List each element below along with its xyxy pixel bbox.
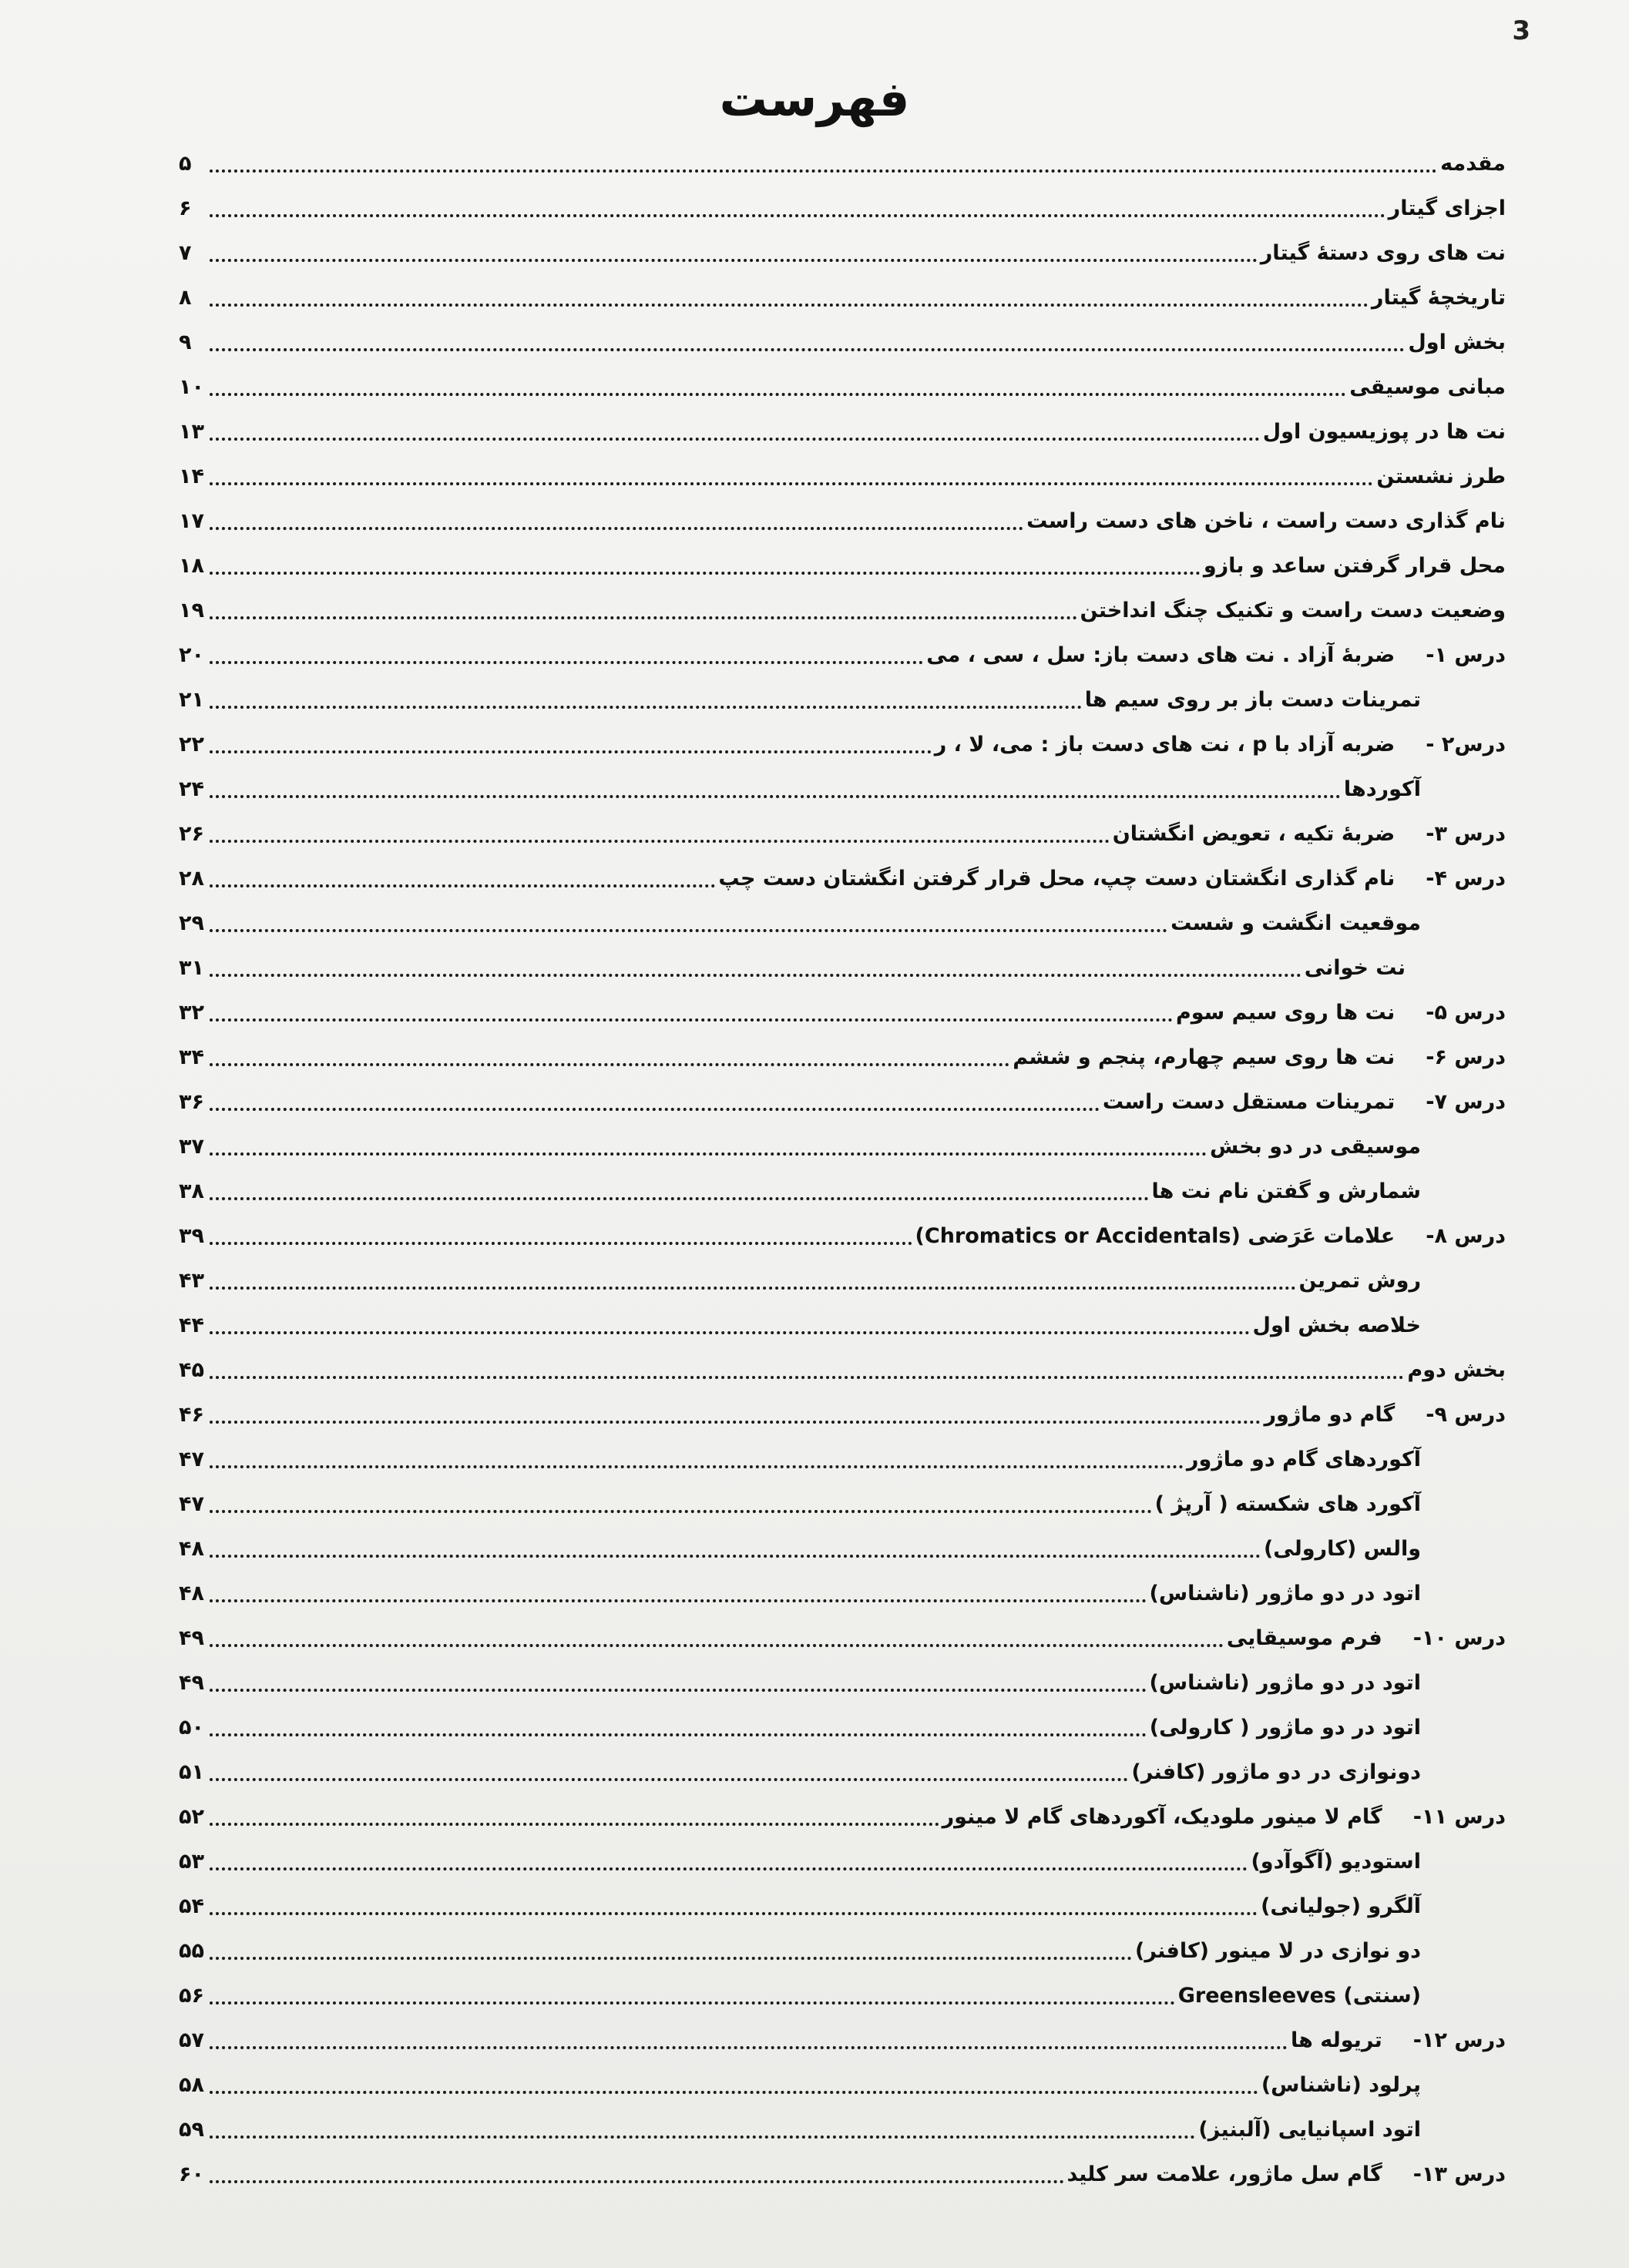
toc-entry-label: روش تمرین — [1298, 1268, 1421, 1293]
toc-page-number: ۳۱ — [179, 955, 204, 980]
toc-entry-label: ضربه آزاد با p ، نت های دست باز : می، لا ، ر — [934, 732, 1396, 757]
toc-entry-title — [1210, 1135, 1421, 1159]
toc-entry — [179, 1889, 1421, 1923]
dot-leader — [210, 1957, 1132, 1960]
dot-leader — [210, 2091, 1258, 2094]
toc-entry-label: محل قرار گرفتن ساعد و بازو — [1203, 553, 1506, 578]
toc-entry-label: Greensleeves (سنتی) — [1177, 1983, 1421, 2008]
toc-page-number: ۱۰ — [179, 374, 204, 399]
toc-entry-title — [1291, 2028, 1506, 2052]
dot-leader — [210, 393, 1346, 396]
lesson-number: درس ۵- — [1426, 1000, 1506, 1025]
toc-entry-label: نام گذاری دست راست ، ناخن های دست راست — [1026, 508, 1506, 533]
toc-entry — [179, 2112, 1421, 2146]
toc-page-number: ۹ — [179, 330, 192, 354]
toc-entry — [179, 1219, 1506, 1253]
toc-entry — [179, 2068, 1421, 2102]
toc-page-number: ۱۴ — [179, 464, 204, 488]
toc-page-number: ۵۷ — [179, 2028, 204, 2052]
toc-entry-title — [1263, 420, 1506, 444]
toc-entry-label: نام گذاری انگشتان دست چپ، محل قرار گرفتن انگشتان دست چپ — [718, 866, 1396, 891]
dot-leader — [210, 1242, 912, 1245]
toc-entry — [179, 1397, 1506, 1431]
toc-entry-title — [718, 867, 1506, 891]
toc-page-number: ۵۶ — [179, 1983, 204, 2008]
toc-entry-label: اتود در دو ماژور (ناشناس) — [1149, 1670, 1421, 1695]
lesson-number: درس ۱۲- — [1412, 2028, 1506, 2052]
dot-leader — [210, 1555, 1261, 1558]
toc-entry — [179, 1174, 1421, 1208]
toc-entry — [179, 1978, 1421, 2012]
lesson-number: درس۲ - — [1426, 732, 1506, 757]
toc-entry — [179, 2023, 1506, 2057]
toc-entry-label: پرلود (ناشناس) — [1261, 2072, 1421, 2097]
toc-entry — [179, 1800, 1506, 1834]
dot-leader — [210, 929, 1167, 932]
toc-entry — [179, 1040, 1506, 1074]
dot-leader — [210, 1376, 1404, 1379]
toc-entry-label: آلگرو (جولیانی) — [1261, 1894, 1421, 1918]
toc-entry-title — [1103, 1090, 1506, 1114]
toc-page-number: ۱۷ — [179, 508, 204, 533]
dot-leader — [210, 1823, 939, 1826]
toc-entry-title — [1178, 1984, 1421, 2008]
toc-entry — [179, 951, 1406, 985]
page-title: فهرست — [719, 71, 910, 127]
toc-entry — [179, 504, 1506, 538]
toc-entry — [179, 325, 1506, 359]
dot-leader — [210, 1912, 1258, 1915]
dot-leader — [210, 795, 1341, 798]
dot-leader — [210, 1108, 1100, 1111]
toc-page-number: ۳۹ — [179, 1223, 204, 1248]
toc-page-number: ۲۹ — [179, 911, 204, 935]
toc-entry — [179, 414, 1506, 448]
toc-page-number: ۵ — [179, 151, 192, 176]
toc-entry — [179, 280, 1506, 314]
dot-leader — [210, 1644, 1224, 1647]
toc-page-number: ۱۹ — [179, 598, 204, 622]
toc-entry-title — [1264, 1537, 1421, 1561]
dot-leader — [210, 1197, 1149, 1200]
toc-entry-label: علامات عَرَضی (Chromatics or Accidentals) — [915, 1223, 1396, 1248]
dot-leader — [210, 1867, 1248, 1870]
toc-entry-label: وضعیت دست راست و تکنیک چنگ انداختن — [1080, 598, 1506, 622]
toc-page-number: ۴۷ — [179, 1491, 204, 1516]
toc-entry-title — [1261, 2073, 1421, 2097]
toc-entry — [179, 861, 1506, 895]
toc-page-number: ۴۸ — [179, 1536, 204, 1561]
toc-page-number: ۲۴ — [179, 777, 204, 801]
lesson-number: درس ۷- — [1426, 1089, 1506, 1114]
toc-entry — [179, 1085, 1506, 1119]
dot-leader — [210, 1152, 1207, 1156]
toc-entry — [179, 1487, 1421, 1521]
toc-entry-title — [1150, 1582, 1421, 1605]
dot-leader — [210, 2135, 1195, 2139]
toc-entry-title — [1227, 1626, 1506, 1650]
lesson-number: درس ۸- — [1426, 1223, 1506, 1248]
toc-entry — [179, 638, 1506, 672]
toc-entry-title — [1150, 1671, 1421, 1695]
toc-entry-label: دونوازی در دو ماژور (کافنر) — [1131, 1760, 1421, 1784]
dot-leader — [210, 974, 1302, 977]
dot-leader — [210, 750, 932, 753]
dot-leader — [210, 1465, 1184, 1468]
dot-leader — [210, 438, 1260, 441]
toc-entry — [179, 1576, 1421, 1610]
dot-leader — [210, 2001, 1175, 2005]
dot-leader — [210, 661, 923, 664]
dot-leader — [210, 482, 1373, 485]
toc-page-number: ۶ — [179, 196, 192, 220]
toc-entry-title — [1013, 1045, 1506, 1069]
toc-entry-title — [915, 1224, 1506, 1248]
toc-entry — [179, 1934, 1421, 1968]
toc-entry-title — [1204, 554, 1506, 578]
toc-page-number: ۳۷ — [179, 1134, 204, 1159]
toc-page-number: ۲۰ — [179, 642, 204, 667]
toc-entry — [179, 191, 1506, 225]
toc-entry-title — [1251, 1850, 1421, 1874]
toc-entry-title — [1299, 1269, 1421, 1293]
page-number: 3 — [1512, 15, 1530, 46]
toc-entry — [179, 683, 1421, 716]
toc-page-number: ۵۱ — [179, 1760, 204, 1784]
toc-entry-title — [1264, 1403, 1506, 1427]
dot-leader — [210, 1063, 1009, 1066]
toc-entry-title — [1261, 241, 1506, 265]
toc-entry-title — [1372, 286, 1506, 310]
toc-entry — [179, 817, 1506, 850]
toc-entry — [179, 1755, 1421, 1789]
dot-leader — [210, 169, 1437, 173]
toc-entry — [179, 995, 1506, 1029]
toc-entry — [179, 146, 1506, 180]
toc-entry-label: گام دو ماژور — [1264, 1402, 1396, 1427]
toc-page-number: ۵۳ — [179, 1849, 204, 1874]
toc-page-number: ۸ — [179, 285, 192, 310]
toc-page-number: ۷ — [179, 240, 192, 265]
lesson-number: درس ۱- — [1426, 642, 1506, 667]
toc-page-number: ۵۲ — [179, 1804, 204, 1829]
toc-entry-label: ضربهٔ آزاد . نت های دست باز: سل ، سی ، می — [926, 642, 1396, 667]
toc-entry-title — [1026, 509, 1506, 533]
toc-entry-label: موسیقی در دو بخش — [1210, 1134, 1421, 1159]
toc-entry — [179, 1129, 1421, 1163]
toc-entry-label: تمرینات دست باز بر روی سیم ها — [1084, 687, 1421, 712]
toc-page-number: ۴۶ — [179, 1402, 204, 1427]
toc-entry-label: اتود در دو ماژور (ناشناس) — [1149, 1581, 1421, 1605]
toc-entry-title — [1305, 956, 1406, 980]
toc-entry — [179, 593, 1506, 627]
dot-leader — [210, 1778, 1128, 1781]
toc-entry-label: شمارش و گفتن نام نت ها — [1151, 1179, 1421, 1203]
toc-entry-title — [1152, 1179, 1421, 1203]
toc-entry-label: نت ها روی سیم چهارم، پنجم و ششم — [1013, 1045, 1396, 1069]
toc-page-number: ۵۵ — [179, 1938, 204, 1963]
toc-page-number: ۳۲ — [179, 1000, 204, 1025]
toc-page-number: ۲۲ — [179, 732, 204, 757]
toc-entry-label: موقعیت انگشت و شست — [1171, 911, 1421, 935]
dot-leader — [210, 1733, 1147, 1736]
toc-page-number: ۵۸ — [179, 2072, 204, 2097]
toc-entry — [179, 1263, 1421, 1297]
dot-leader — [210, 304, 1369, 307]
toc-entry-label: بخش دوم — [1407, 1357, 1506, 1382]
toc-page-number: ۳۶ — [179, 1089, 204, 1114]
toc-entry-title — [1155, 1492, 1421, 1516]
lesson-number: درس ۳- — [1426, 821, 1506, 846]
toc-entry-label: گام سل ماژور، علامت سر کلید — [1066, 2162, 1382, 2186]
dot-leader — [210, 1421, 1261, 1424]
toc-entry — [179, 1532, 1421, 1565]
toc-entry-title — [1176, 1001, 1506, 1025]
toc-entry-title — [1253, 1313, 1421, 1337]
toc-entry-label: نت ها روی سیم سوم — [1175, 1000, 1396, 1025]
toc-entry-title — [935, 733, 1506, 757]
toc-entry — [179, 236, 1506, 270]
toc-entry — [179, 1308, 1421, 1342]
lesson-number: درس ۹- — [1426, 1402, 1506, 1427]
toc-page-number: ۴۷ — [179, 1447, 204, 1471]
toc-entry — [179, 1710, 1421, 1744]
lesson-number: درس ۱۰- — [1412, 1626, 1506, 1650]
toc-entry-label: مبانی موسیقی — [1349, 374, 1506, 399]
toc-entry-title — [1376, 465, 1506, 488]
toc-entry — [179, 1844, 1421, 1878]
dot-leader — [210, 2046, 1288, 2049]
toc-entry-label: گام لا مینور ملودیک، آکوردهای گام لا مینور — [942, 1804, 1382, 1829]
toc-entry-label: نت ‌های روی دستهٔ گیتار — [1260, 240, 1506, 265]
toc-entry-title — [1150, 1716, 1421, 1740]
toc-entry-title — [1389, 196, 1506, 220]
toc-page-number: ۴۸ — [179, 1581, 204, 1605]
toc-entry-label: اجزای گیتار — [1388, 196, 1506, 220]
dot-leader — [210, 1599, 1147, 1602]
toc-page-number: ۴۳ — [179, 1268, 204, 1293]
toc-page-number: ۴۹ — [179, 1670, 204, 1695]
toc-page-number: ۳۸ — [179, 1179, 204, 1203]
toc-page-number: ۱۸ — [179, 553, 204, 578]
toc-entry-label: اتود در دو ماژور ( کارولی) — [1149, 1715, 1421, 1740]
toc-entry-label: تاریخچهٔ گیتار — [1371, 285, 1506, 310]
toc-entry — [179, 2157, 1506, 2191]
dot-leader — [210, 259, 1258, 262]
toc-entry-title — [1407, 1358, 1506, 1382]
toc-page-number: ۴۹ — [179, 1626, 204, 1650]
toc-entry-title — [1261, 1894, 1421, 1918]
toc-entry-title — [1080, 599, 1506, 622]
toc-entry-label: دو نوازی در لا مینور (کافنر) — [1135, 1938, 1421, 1963]
toc-page-number: ۴۵ — [179, 1357, 204, 1382]
dot-leader — [210, 884, 715, 887]
toc-entry-label: مقدمه — [1440, 151, 1506, 176]
lesson-number: درس ۱۳- — [1412, 2162, 1506, 2186]
toc-entry-label: فرم موسیقایی — [1226, 1626, 1382, 1650]
toc-entry-label: بخش اول — [1408, 330, 1506, 354]
toc-entry — [179, 727, 1506, 761]
lesson-number: درس ۶- — [1426, 1045, 1506, 1069]
dot-leader — [210, 572, 1201, 575]
dot-leader — [210, 348, 1405, 351]
toc-entry — [179, 1621, 1506, 1655]
toc-entry-label: اتود اسپانیایی (آلبنیز) — [1198, 2117, 1421, 2142]
dot-leader — [210, 1689, 1147, 1692]
toc-page-number: ۴۴ — [179, 1313, 204, 1337]
toc-entry — [179, 1353, 1506, 1387]
toc-page-number: ۵۴ — [179, 1894, 204, 1918]
toc-entry-label: آکوردها — [1343, 777, 1421, 801]
toc-entry-label: نت خوانی — [1304, 955, 1406, 980]
lesson-number: درس ۱۱- — [1412, 1804, 1506, 1829]
toc-entry-title — [1113, 822, 1506, 846]
dot-leader — [210, 1018, 1173, 1022]
toc-entry-label: خلاصه بخش اول — [1252, 1313, 1421, 1337]
lesson-number: درس ۴- — [1426, 866, 1506, 891]
toc-entry-label: ضربهٔ تکیه ، تعویض انگشتان — [1112, 821, 1396, 846]
toc-entry-label: طرز نشستن — [1376, 464, 1506, 488]
dot-leader — [210, 2180, 1064, 2183]
toc-page-number: ۶۰ — [179, 2162, 204, 2186]
toc-page-number: ۵۹ — [179, 2117, 204, 2142]
toc-entry-title — [1187, 1448, 1421, 1471]
toc-entry — [179, 772, 1421, 806]
toc-entry-title — [1440, 152, 1506, 176]
toc-entry-title — [1085, 688, 1421, 712]
dot-leader — [210, 214, 1385, 217]
toc-page-number: ۲۱ — [179, 687, 204, 712]
toc-entry-title — [1131, 1760, 1421, 1784]
toc-page-number: ۲۶ — [179, 821, 204, 846]
dot-leader — [210, 527, 1023, 530]
toc-entry-title — [1344, 777, 1421, 801]
toc-entry — [179, 906, 1421, 940]
dot-leader — [210, 706, 1082, 709]
toc-entry-title — [1408, 330, 1506, 354]
dot-leader — [210, 616, 1077, 619]
toc-entry-title — [1171, 911, 1421, 935]
toc-entry-title — [1198, 2118, 1421, 2142]
toc-page-number: ۱۳ — [179, 419, 204, 444]
toc-entry-label: استودیو (آگوآدو) — [1251, 1849, 1421, 1874]
toc-entry — [179, 549, 1506, 582]
toc-entry-title — [942, 1805, 1506, 1829]
toc-entry-title — [1349, 375, 1506, 399]
toc-entry-title — [926, 643, 1506, 667]
dot-leader — [210, 1331, 1250, 1334]
toc-entry — [179, 459, 1506, 493]
toc-entry — [179, 1442, 1421, 1476]
dot-leader — [210, 840, 1110, 843]
toc-entry-label: آکورد های شکسته ( آرپژ ) — [1154, 1491, 1421, 1516]
toc-entry — [179, 1666, 1421, 1699]
toc-entry-title — [1135, 1939, 1421, 1963]
toc-entry-label: والس (کارولی) — [1263, 1536, 1421, 1561]
toc-page-number: ۵۰ — [179, 1715, 204, 1740]
toc-entry — [179, 370, 1506, 404]
toc-entry-label: تریوله ها — [1290, 2028, 1382, 2052]
toc-entry-label: تمرینات مستقل دست راست — [1102, 1089, 1396, 1114]
toc-page-number: ۲۸ — [179, 866, 204, 891]
dot-leader — [210, 1510, 1152, 1513]
toc-page-number: ۳۴ — [179, 1045, 204, 1069]
toc-entry-label: آکوردهای گام دو ماژور — [1186, 1447, 1421, 1471]
dot-leader — [210, 1287, 1296, 1290]
toc-entry-title — [1067, 2162, 1506, 2186]
toc-entry-label: نت ها در پوزیسیون اول — [1262, 419, 1506, 444]
